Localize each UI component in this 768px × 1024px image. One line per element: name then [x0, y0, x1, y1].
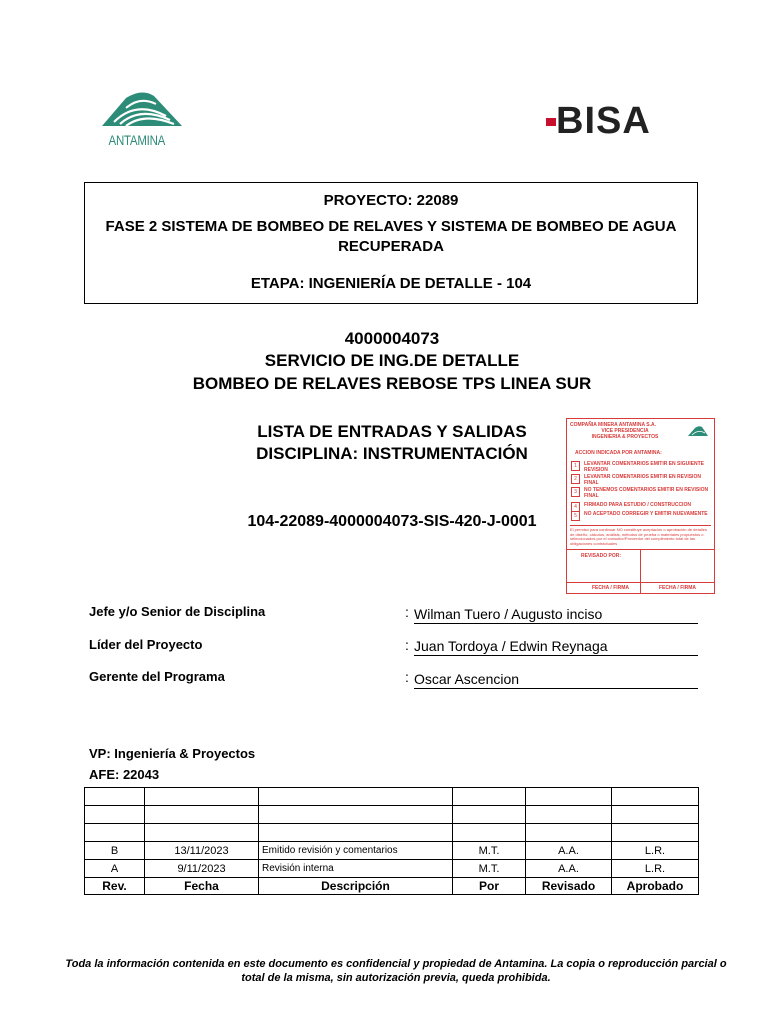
document-discipline: DISCIPLINA: INSTRUMENTACIÓN [256, 444, 528, 463]
project-stage: ETAPA: INGENIERÍA DE DETALLE - 104 [250, 275, 532, 292]
approved-cell: L.R. [612, 842, 699, 860]
description-cell: Emitido revisión y comentarios [259, 842, 453, 860]
reviewed-cell: A.A. [526, 860, 612, 878]
person-discipline-lead: Wilman Tuero / Augusto inciso [414, 606, 698, 624]
stamp-note: El permiso para continuar NO constituye aceptación o aprobación de detalles de diseño, cálculos, análisis, métodos de prueba o materiales propuestos o seleccionados por el consultor/Proveedor del cumplimiento total de las obligaciones contractuales [570, 525, 711, 546]
confidentiality-footer: Toda la información contenida en este documento es confidencial y propiedad de Antamina. La copia o reproducción parcial o total de la misma, sin autorización previa, queda prohibida. [65, 958, 727, 984]
date-cell: 9/11/2023 [145, 860, 259, 878]
role-program-manager: Gerente del Programa [89, 669, 225, 684]
rev-cell: A [85, 860, 145, 878]
by-cell: M.T. [453, 860, 526, 878]
stamp-option-text: LEVANTAR COMENTARIOS EMITIR EN SIGUIENTE REVISION [584, 461, 705, 473]
scope-name: BOMBEO DE RELAVES REBOSE TPS LINEA SUR [192, 374, 592, 393]
stamp-area: INGENIERIA & PROYECTOS [591, 434, 659, 440]
reviewed-cell: A.A. [526, 842, 612, 860]
description-cell: Revisión interna [259, 860, 453, 878]
afe-label: AFE: 22043 [89, 767, 160, 782]
role-discipline-lead: Jefe y/o Senior de Disciplina [89, 604, 266, 619]
table-row [85, 842, 699, 860]
approval-stamp [566, 418, 715, 594]
antamina-mountain-icon [96, 86, 188, 136]
stamp-option-number: 1 [571, 461, 580, 471]
vp-label: VP: Ingeniería & Proyectos [89, 746, 256, 761]
person-program-manager: Oscar Ascencion [414, 671, 698, 689]
bisa-mark-icon [546, 118, 556, 126]
date-cell: 13/11/2023 [145, 842, 259, 860]
person-project-leader: Juan Tordoya / Edwin Reynaga [414, 638, 698, 656]
stamp-action-title: ACCION INDICADA POR ANTAMINA: [575, 450, 662, 456]
header-by: Por [453, 878, 526, 895]
header-description: Descripción [259, 878, 453, 895]
stamp-header [570, 422, 680, 440]
antamina-wordmark: ANTAMINA [108, 132, 166, 148]
stamp-antamina-icon [686, 423, 710, 439]
table-row [85, 788, 699, 806]
stamp-company: COMPAÑIA MINERA ANTAMINA S.A. [570, 422, 657, 428]
colon: : [405, 604, 409, 620]
stamp-option-text: LEVANTAR COMENTARIOS EMITIR EN REVISION FINAL [584, 474, 701, 486]
stamp-option-text: NO TENEMOS COMENTARIOS EMITIR EN REVISION FINAL [584, 487, 709, 499]
colon: : [405, 637, 409, 653]
stamp-reviewed-by: REVISADO POR: [581, 553, 622, 559]
project-box [84, 182, 698, 304]
stamp-option [571, 511, 711, 522]
stamp-vp: VICE PRESIDENCIA [601, 428, 649, 434]
stamp-option [571, 474, 711, 485]
header-approved: Aprobado [612, 878, 699, 895]
project-label: PROYECTO: 22089 [323, 192, 459, 209]
table-header-row [85, 878, 699, 895]
antamina-logo [96, 86, 188, 158]
header-rev: Rev. [85, 878, 145, 895]
stamp-option [571, 461, 711, 472]
table-row [85, 824, 699, 842]
table-row [85, 860, 699, 878]
stamp-sign-label: FECHA / FIRMA [592, 585, 630, 591]
colon: : [405, 669, 409, 685]
document-code: 104-22089-4000004073-SIS-420-J-0001 [247, 513, 537, 530]
role-project-leader: Líder del Proyecto [89, 637, 203, 652]
stamp-option-number: 4 [571, 502, 580, 512]
table-row [85, 806, 699, 824]
project-phase: FASE 2 SISTEMA DE BOMBEO DE RELAVES Y SISTEMA DE BOMBEO DE AGUA RECUPERADA [105, 218, 677, 255]
rev-cell: B [85, 842, 145, 860]
bisa-wordmark: BISA [556, 100, 651, 142]
stamp-option-text: FIRMADO PARA ESTUDIO / CONSTRUCCION [584, 502, 691, 508]
by-cell: M.T. [453, 842, 526, 860]
approved-cell: L.R. [612, 860, 699, 878]
stamp-option-number: 2 [571, 474, 580, 484]
stamp-option-text: NO ACEPTADO CORREGIR Y EMITIR NUEVAMENTE [584, 511, 708, 517]
service-name: SERVICIO DE ING.DE DETALLE [264, 351, 520, 370]
contract-number: 4000004073 [344, 329, 440, 348]
header-date: Fecha [145, 878, 259, 895]
stamp-option-number: 5 [571, 511, 580, 521]
document-title: LISTA DE ENTRADAS Y SALIDAS [257, 422, 527, 441]
stamp-signature-grid [567, 549, 714, 594]
stamp-option [571, 487, 711, 498]
stamp-sign-label: FECHA / FIRMA [659, 585, 697, 591]
revision-table [84, 787, 699, 895]
stamp-option-number: 3 [571, 487, 580, 497]
header-reviewed: Revisado [526, 878, 612, 895]
